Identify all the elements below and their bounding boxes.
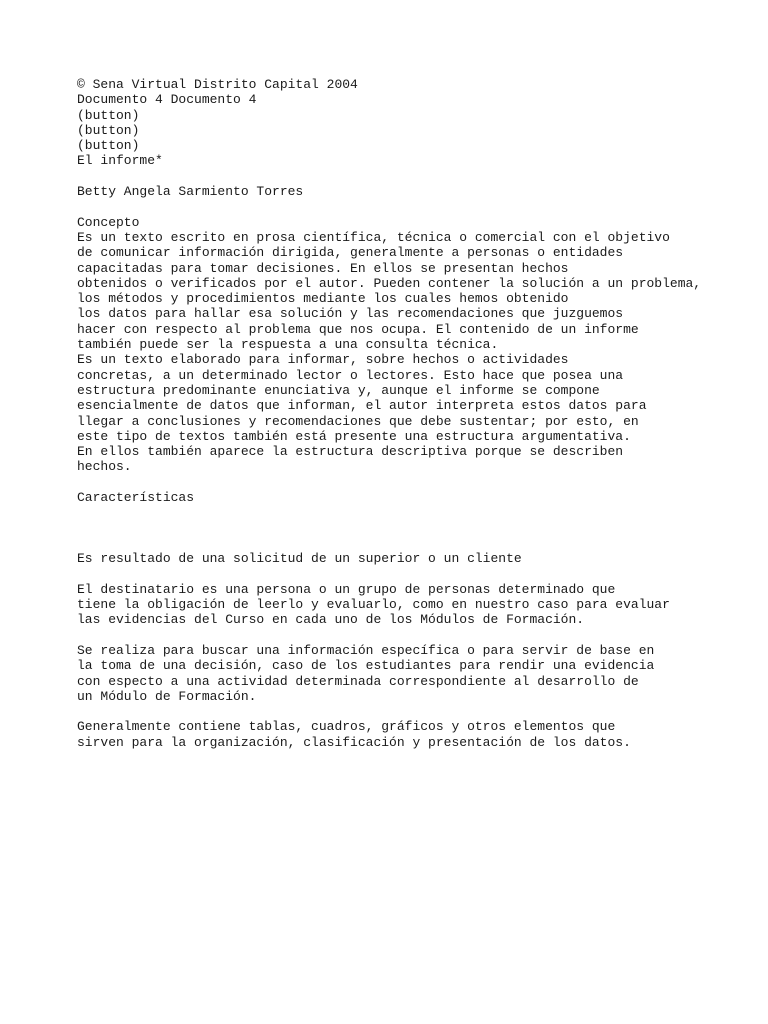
spacer: [77, 169, 737, 184]
text-line: En ellos también aparece la estructura descriptiva porque se describen: [77, 444, 624, 460]
text-line: El destinatario es una persona o un grupo de personas determinado que: [77, 581, 616, 597]
text-line: también puede ser la respuesta a una consulta técnica.: [77, 337, 499, 353]
text-line: Se realiza para buscar una información específica o para servir de base en: [77, 642, 655, 658]
text-line: de comunicar información dirigida, generalmente a personas o entidades: [77, 245, 624, 261]
text-line: un Módulo de Formación.: [77, 688, 257, 704]
copyright-line: © Sena Virtual Distrito Capital 2004: [77, 77, 358, 92]
text-line: la toma de una decisión, caso de los estudiantes para rendir una evidencia: [77, 658, 655, 674]
caracteristica-item-1: [77, 551, 737, 566]
text-line: hechos.: [77, 459, 132, 475]
text-line: esencialmente de datos que informan, el autor interpreta estos datos para: [77, 398, 647, 414]
button-placeholder-3[interactable]: (button): [77, 138, 140, 154]
button-placeholder-2[interactable]: (button): [77, 122, 140, 138]
caracteristica-item-4: [77, 719, 737, 750]
document-page: [77, 77, 737, 750]
caracteristica-item-2: [77, 582, 737, 628]
text-line: Es un texto elaborado para informar, sobre hechos o actividades: [77, 352, 569, 368]
text-line: con especto a una actividad determinada correspondiente al desarrollo de: [77, 673, 639, 689]
spacer: [77, 199, 737, 214]
concepto-paragraph-1: [77, 230, 737, 352]
concepto-paragraph-2: [77, 352, 737, 474]
page-heading: El informe*: [77, 153, 163, 169]
text-line: los datos para hallar esa solución y las recomendaciones que juzguemos: [77, 306, 624, 322]
text-line: estructura predominante enunciativa y, aunque el informe se compone: [77, 382, 600, 398]
text-line: hacer con respecto al problema que nos ocupa. El contenido de un informe: [77, 321, 639, 337]
text-line: este tipo de textos también está presente una estructura argumentativa.: [77, 428, 631, 444]
document-title: Documento 4 Documento 4: [77, 92, 257, 108]
text-line: capacitadas para tomar decisiones. En ellos se presentan hechos: [77, 260, 569, 276]
spacer: [77, 536, 737, 551]
spacer: [77, 505, 737, 536]
text-line: llegar a conclusiones y recomendaciones que debe sustentar; por esto, en: [77, 413, 639, 429]
text-line: tiene la obligación de leerlo y evaluarlo, como en nuestro caso para evaluar: [77, 597, 670, 613]
text-line: Generalmente contiene tablas, cuadros, gráficos y otros elementos que: [77, 719, 616, 735]
text-line: Es un texto escrito en prosa científica, técnica o comercial con el objetivo: [77, 229, 670, 245]
caracteristica-item-3: [77, 643, 737, 704]
text-line: Es resultado de una solicitud de un superior o un cliente: [77, 551, 522, 567]
section-title-concepto: Concepto: [77, 214, 140, 230]
section-title-caracteristicas: Características: [77, 490, 195, 506]
text-line: los métodos y procedimientos mediante los cuales hemos obtenido: [77, 291, 569, 307]
spacer: [77, 704, 737, 719]
text-line: concretas, a un determinado lector o lectores. Esto hace que posea una: [77, 367, 624, 383]
text-line: las evidencias del Curso en cada uno de los Módulos de Formación.: [77, 612, 585, 628]
spacer: [77, 567, 737, 582]
text-line: obtenidos o verificados por el autor. Pueden contener la solución a un problema,: [77, 275, 702, 291]
spacer: [77, 475, 737, 490]
author-name: Betty Angela Sarmiento Torres: [77, 184, 304, 200]
spacer: [77, 628, 737, 643]
button-placeholder-1[interactable]: (button): [77, 107, 140, 123]
text-line: sirven para la organización, clasificación y presentación de los datos.: [77, 734, 631, 750]
